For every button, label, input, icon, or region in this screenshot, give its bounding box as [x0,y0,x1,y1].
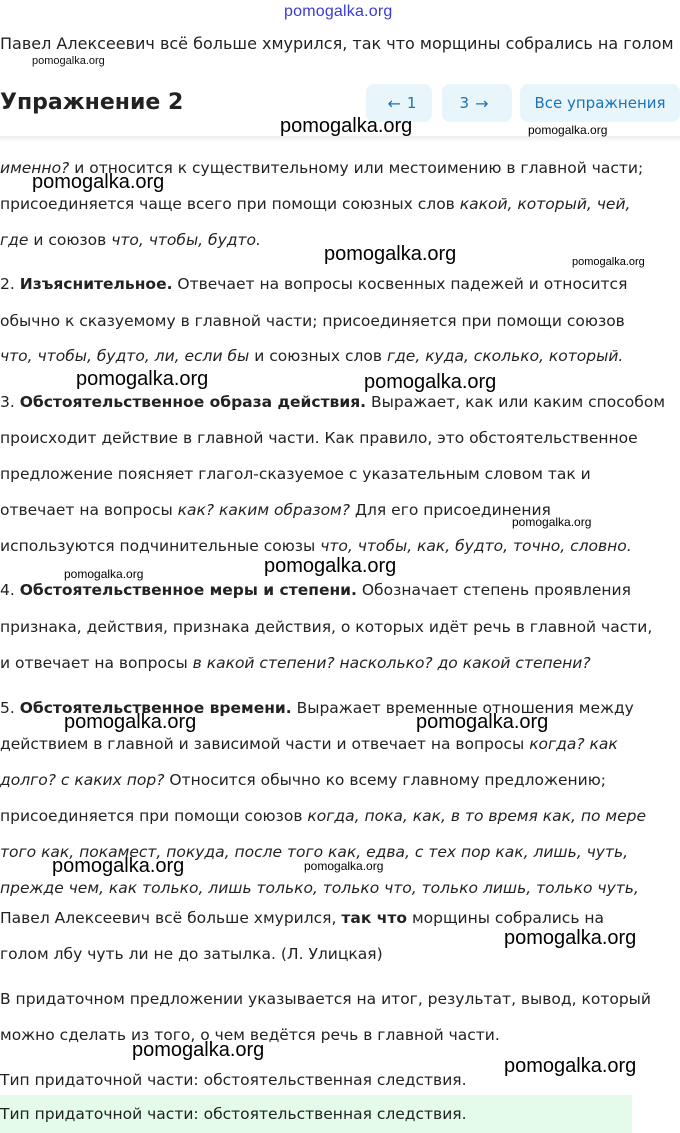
watermark: pomogalka.org [264,555,397,577]
example-sentence-line: голом лбу чуть ли не до затылка. (Л. Улицкая) [0,945,383,963]
watermark: pomogalka.org [304,859,384,873]
watermark: pomogalka.org [76,368,209,390]
watermark: pomogalka.org [280,115,413,137]
site-logo[interactable]: pomogalka.org [284,3,393,20]
paragraph-2-line: 2. Изъяснительное. Отвечает на вопросы косвенных падежей и относится [0,275,628,293]
watermark: pomogalka.org [572,256,645,268]
paragraph-3-line: 3. Обстоятельственное образа действия. Выражает, как или каким способом [0,393,666,411]
paragraph-5-line: действием в главной и зависимой части и отвечает на вопросы когда? как [0,735,618,753]
watermark: pomogalka.org [364,371,497,393]
watermark: pomogalka.org [64,567,144,581]
watermark: pomogalka.org [504,927,637,949]
watermark: pomogalka.org [528,123,608,137]
text-line: присоединяется чаще всего при помощи союзных слов какой, который, чей, [0,195,631,213]
watermark: pomogalka.org [504,1055,637,1077]
text-line: где и союзов что, чтобы, будто. [0,231,261,249]
next-exercise-button[interactable] [442,84,512,122]
all-exercises-button[interactable] [520,84,680,122]
arrow-left-icon: ← [387,93,401,113]
exercise-title: Упражнение 2 [0,90,184,115]
watermark: pomogalka.org [52,855,185,877]
watermark: pomogalka.org [132,1039,265,1061]
paragraph-5-line: того как, покамест, покуда, после того как, едва, с тех пор как, лишь, чуть, [0,843,629,861]
watermark: pomogalka.org [32,55,105,67]
explanation-line: В придаточном предложении указывается на итог, результат, вывод, который [0,990,651,1008]
paragraph-2-line: что, чтобы, будто, ли, если бы и союзных слов где, куда, сколько, который. [0,347,624,365]
clause-type-line: Тип придаточной части: обстоятельственная следствия. [0,1071,467,1089]
prev-exercise-label: 1 [406,94,417,112]
paragraph-5-line: 5. Обстоятельственное времени. Выражает временные отношения между [0,699,634,717]
watermark: pomogalka.org [512,515,592,529]
example-sentence-line: Павел Алексеевич всё больше хмурился, так что морщины собрались на [0,909,605,927]
arrow-right-icon: → [475,93,489,113]
watermark: pomogalka.org [324,243,457,265]
watermark: pomogalka.org [416,711,549,733]
paragraph-2-line: обычно к сказуемому в главной части; присоединяется при помощи союзов [0,312,625,330]
paragraph-3-line: предложение поясняет глагол-сказуемое с указательным словом так и [0,465,591,483]
all-exercises-label: Все упражнения [534,94,666,112]
intro-text-line: Павел Алексеевич всё больше хмурился, так что морщины собрались на голом [0,34,674,53]
text-line: именно? и относится к существительному или местоимению в главной части; [0,159,644,177]
paragraph-3-line: отвечает на вопросы как? каким образом? Для его присоединения [0,501,551,519]
next-exercise-label: 3 [459,94,470,112]
paragraph-4-line: 4. Обстоятельственное меры и степени. Обозначает степень проявления [0,581,631,599]
paragraph-4-line: признака, действия, признака действия, о которых идёт речь в главной части, [0,618,653,636]
explanation-line: можно сделать из того, о чем ведётся речь в главной части. [0,1026,500,1044]
paragraph-3-line: используются подчинительные союзы что, чтобы, как, будто, точно, словно. [0,537,632,555]
paragraph-3-line: происходит действие в главной части. Как правило, это обстоятельственное [0,429,638,447]
paragraph-4-line: и отвечает на вопросы в какой степени? насколько? до какой степени? [0,654,591,672]
answer-text: Тип придаточной части: обстоятельственная следствия. [0,1105,467,1123]
paragraph-5-line: присоединяется при помощи союзов когда, пока, как, в то время как, по мере [0,807,647,825]
paragraph-5-line: долго? с каких пор? Относится обычно ко всему главному предложению; [0,771,607,789]
watermark: pomogalka.org [32,171,165,193]
paragraph-5-line: прежде чем, как только, лишь только, только что, только лишь, только чуть, [0,879,639,897]
watermark: pomogalka.org [64,711,197,733]
